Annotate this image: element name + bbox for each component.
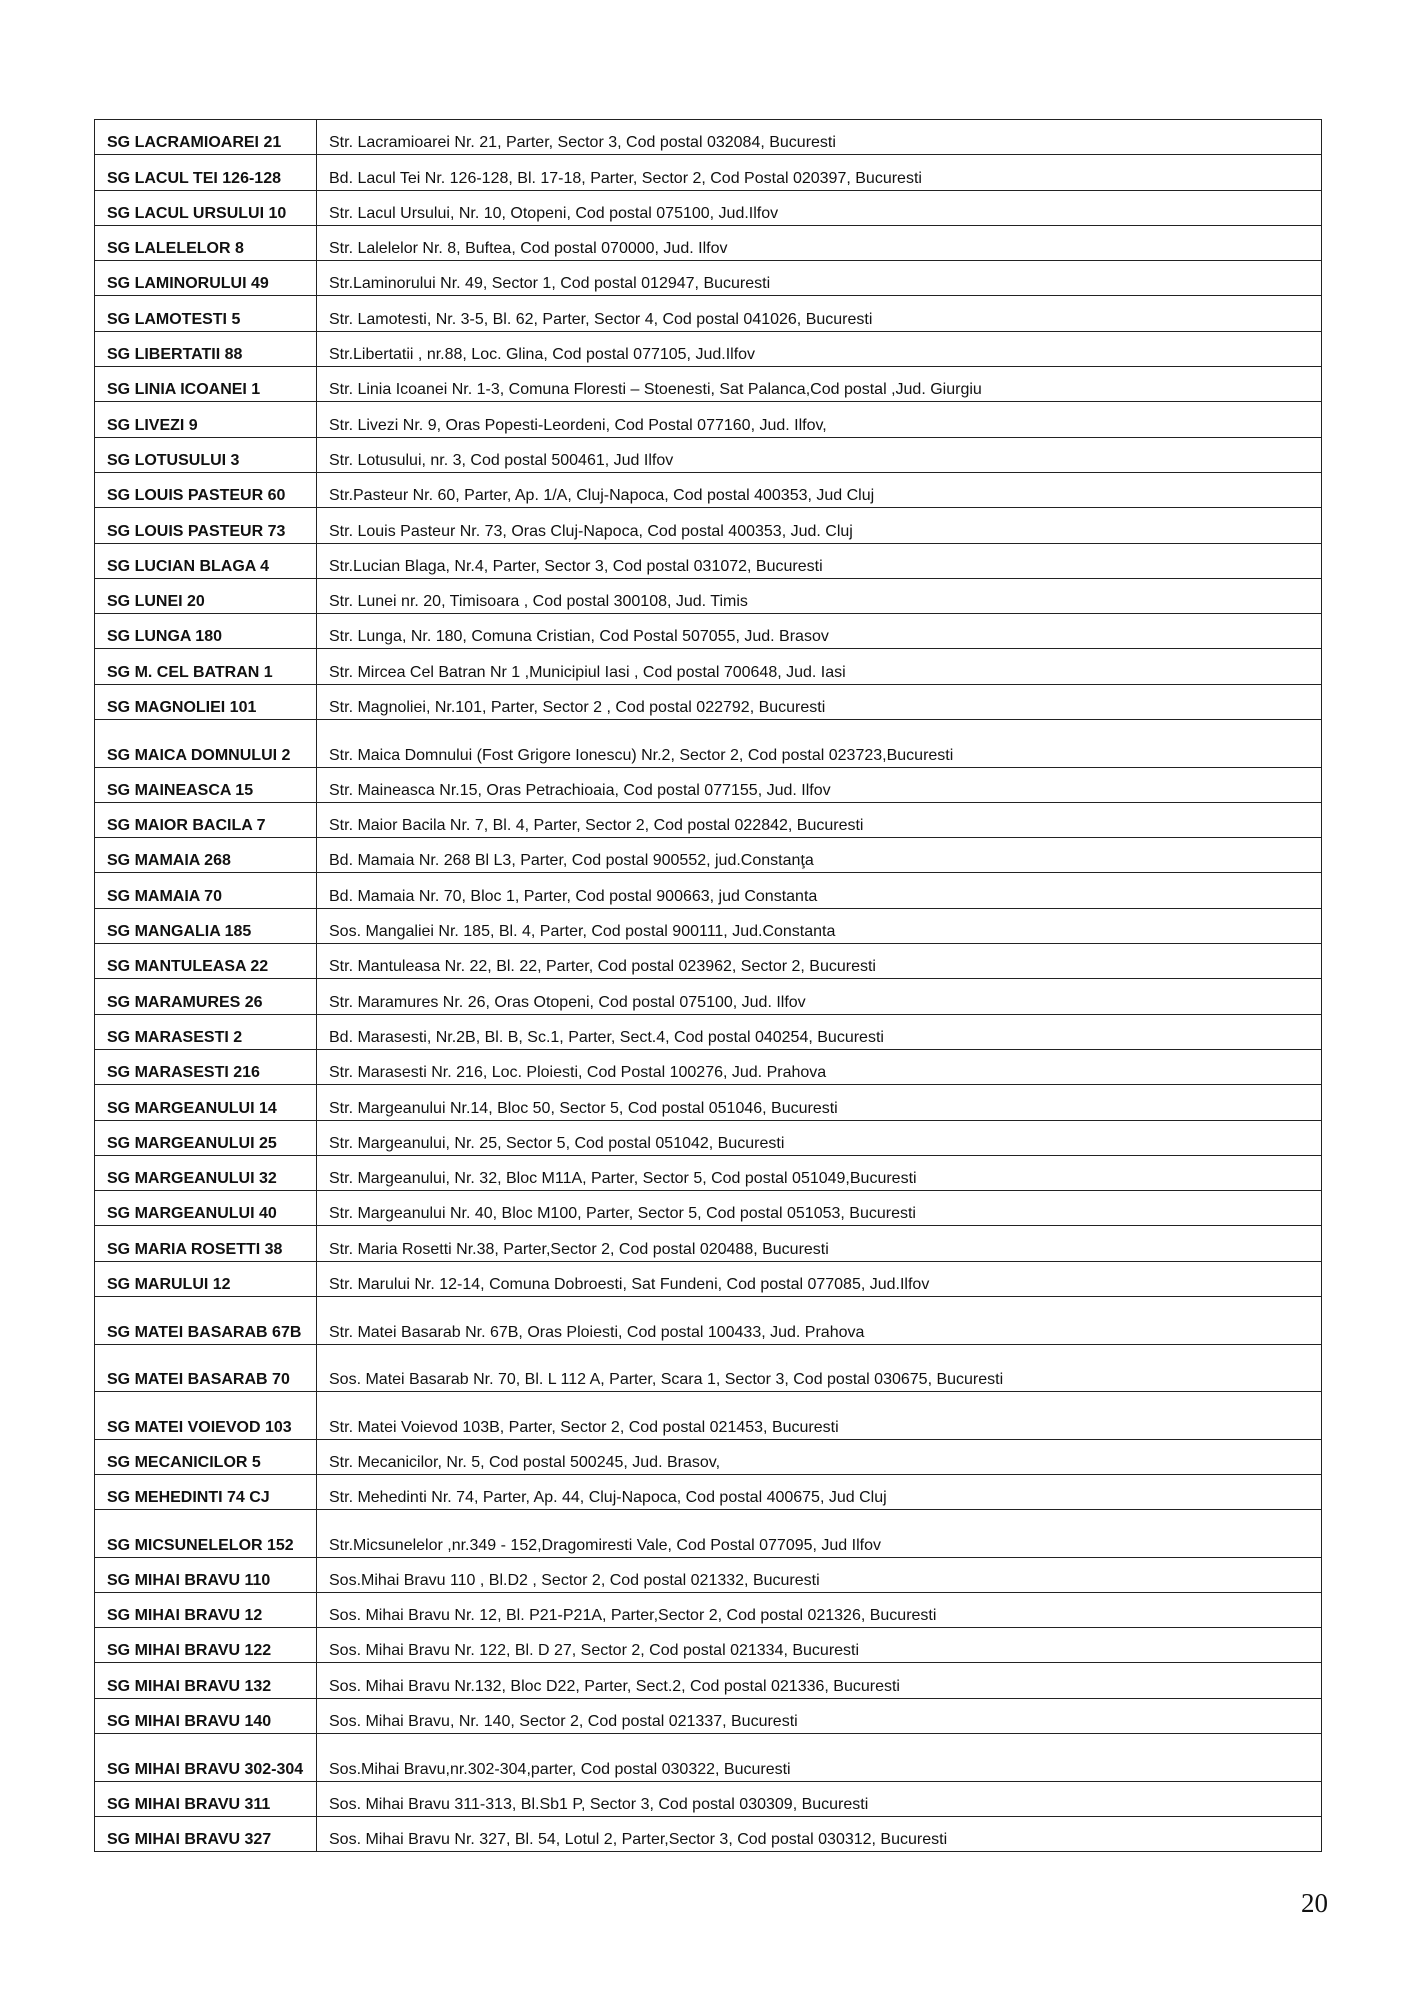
table-row: [95, 1392, 1322, 1440]
store-address-cell: Str. Lacul Ursului, Nr. 10, Otopeni, Cod postal 075100, Jud.Ilfov: [317, 190, 1322, 225]
table-row: [95, 720, 1322, 768]
store-address-cell: Str. Maramures Nr. 26, Oras Otopeni, Cod postal 075100, Jud. Ilfov: [317, 979, 1322, 1014]
store-name-cell: SG LOTUSULUI 3: [95, 437, 317, 472]
table-row: [95, 1191, 1322, 1226]
table-row: [95, 190, 1322, 225]
table-row: [95, 1014, 1322, 1049]
table-row: [95, 614, 1322, 649]
table-row: [95, 225, 1322, 260]
table-row: [95, 1816, 1322, 1851]
store-name-cell: SG MIHAI BRAVU 302-304: [95, 1734, 317, 1782]
store-name-cell: SG MIHAI BRAVU 327: [95, 1816, 317, 1851]
store-name-cell: SG MARULUI 12: [95, 1261, 317, 1296]
table-row: [95, 437, 1322, 472]
store-address-cell: Str. Mecanicilor, Nr. 5, Cod postal 500245, Jud. Brasov,: [317, 1439, 1322, 1474]
store-address-cell: Str.Pasteur Nr. 60, Parter, Ap. 1/A, Cluj-Napoca, Cod postal 400353, Jud Cluj: [317, 472, 1322, 507]
table-row: [95, 1226, 1322, 1261]
store-name-cell: SG LUNEI 20: [95, 578, 317, 613]
table-row: [95, 838, 1322, 873]
table-row: [95, 472, 1322, 507]
store-address-cell: Sos. Mihai Bravu Nr.132, Bloc D22, Parter, Sect.2, Cod postal 021336, Bucuresti: [317, 1663, 1322, 1698]
table-row: [95, 1698, 1322, 1733]
store-address-cell: Bd. Marasesti, Nr.2B, Bl. B, Sc.1, Parter, Sect.4, Cod postal 040254, Bucuresti: [317, 1014, 1322, 1049]
store-name-cell: SG MIHAI BRAVU 132: [95, 1663, 317, 1698]
store-name-cell: SG MARGEANULUI 14: [95, 1085, 317, 1120]
store-address-cell: Str.Libertatii , nr.88, Loc. Glina, Cod postal 077105, Jud.Ilfov: [317, 331, 1322, 366]
store-address-cell: Sos. Matei Basarab Nr. 70, Bl. L 112 A, Parter, Scara 1, Sector 3, Cod postal 030675, Bucuresti: [317, 1344, 1322, 1392]
store-address-cell: Str. Maior Bacila Nr. 7, Bl. 4, Parter, Sector 2, Cod postal 022842, Bucuresti: [317, 802, 1322, 837]
store-name-cell: SG MARASESTI 216: [95, 1049, 317, 1084]
table-row: [95, 979, 1322, 1014]
table-row: [95, 1557, 1322, 1592]
store-address-cell: Sos. Mangaliei Nr. 185, Bl. 4, Parter, Cod postal 900111, Jud.Constanta: [317, 908, 1322, 943]
table-row: [95, 1734, 1322, 1782]
table-row: [95, 261, 1322, 296]
store-address-cell: Sos.Mihai Bravu,nr.302-304,parter, Cod postal 030322, Bucuresti: [317, 1734, 1322, 1782]
store-address-cell: Str. Mantuleasa Nr. 22, Bl. 22, Parter, Cod postal 023962, Sector 2, Bucuresti: [317, 944, 1322, 979]
store-name-cell: SG MAMAIA 70: [95, 873, 317, 908]
store-address-cell: Bd. Mamaia Nr. 70, Bloc 1, Parter, Cod postal 900663, jud Constanta: [317, 873, 1322, 908]
store-name-cell: SG MIHAI BRAVU 140: [95, 1698, 317, 1733]
store-name-cell: SG MATEI BASARAB 70: [95, 1344, 317, 1392]
table-row: [95, 402, 1322, 437]
table-row: [95, 684, 1322, 719]
table-row: [95, 649, 1322, 684]
store-name-cell: SG LUNGA 180: [95, 614, 317, 649]
store-address-cell: Bd. Mamaia Nr. 268 Bl L3, Parter, Cod postal 900552, jud.Constanţa: [317, 838, 1322, 873]
store-address-cell: Str. Maria Rosetti Nr.38, Parter,Sector 2, Cod postal 020488, Bucuresti: [317, 1226, 1322, 1261]
store-name-cell: SG MANTULEASA 22: [95, 944, 317, 979]
table-row: [95, 1085, 1322, 1120]
table-row: [95, 802, 1322, 837]
store-address-cell: Str. Linia Icoanei Nr. 1-3, Comuna Floresti – Stoenesti, Sat Palanca,Cod postal ,Jud. Giurgiu: [317, 367, 1322, 402]
table-row: [95, 1297, 1322, 1345]
store-name-cell: SG MIHAI BRAVU 110: [95, 1557, 317, 1592]
table-row: [95, 1474, 1322, 1509]
store-name-cell: SG LALELELOR 8: [95, 225, 317, 260]
store-name-cell: SG MAGNOLIEI 101: [95, 684, 317, 719]
table-row: [95, 1344, 1322, 1392]
table-row: [95, 508, 1322, 543]
store-address-cell: Str. Marasesti Nr. 216, Loc. Ploiesti, Cod Postal 100276, Jud. Prahova: [317, 1049, 1322, 1084]
store-address-cell: Str.Micsunelelor ,nr.349 - 152,Dragomiresti Vale, Cod Postal 077095, Jud Ilfov: [317, 1510, 1322, 1558]
store-address-cell: Str. Margeanului Nr.14, Bloc 50, Sector 5, Cod postal 051046, Bucuresti: [317, 1085, 1322, 1120]
store-address-cell: Str. Livezi Nr. 9, Oras Popesti-Leordeni, Cod Postal 077160, Jud. Ilfov,: [317, 402, 1322, 437]
store-address-cell: Sos. Mihai Bravu Nr. 327, Bl. 54, Lotul 2, Parter,Sector 3, Cod postal 030312, Bucuresti: [317, 1816, 1322, 1851]
store-address-cell: Str. Marului Nr. 12-14, Comuna Dobroesti, Sat Fundeni, Cod postal 077085, Jud.Ilfov: [317, 1261, 1322, 1296]
store-name-cell: SG MARAMURES 26: [95, 979, 317, 1014]
store-name-cell: SG MARGEANULUI 40: [95, 1191, 317, 1226]
table-row: [95, 578, 1322, 613]
store-address-cell: Str. Maica Domnului (Fost Grigore Ionescu) Nr.2, Sector 2, Cod postal 023723,Bucuresti: [317, 720, 1322, 768]
store-name-cell: SG LUCIAN BLAGA 4: [95, 543, 317, 578]
store-address-cell: Sos. Mihai Bravu 311-313, Bl.Sb1 P, Sector 3, Cod postal 030309, Bucuresti: [317, 1781, 1322, 1816]
store-address-cell: Sos. Mihai Bravu, Nr. 140, Sector 2, Cod postal 021337, Bucuresti: [317, 1698, 1322, 1733]
table-body: [95, 120, 1322, 1852]
store-name-cell: SG MICSUNELELOR 152: [95, 1510, 317, 1558]
store-address-cell: Str. Magnoliei, Nr.101, Parter, Sector 2 , Cod postal 022792, Bucuresti: [317, 684, 1322, 719]
store-name-cell: SG MAIOR BACILA 7: [95, 802, 317, 837]
store-address-cell: Str.Lucian Blaga, Nr.4, Parter, Sector 3, Cod postal 031072, Bucuresti: [317, 543, 1322, 578]
store-address-cell: Str. Mehedinti Nr. 74, Parter, Ap. 44, Cluj-Napoca, Cod postal 400675, Jud Cluj: [317, 1474, 1322, 1509]
table-row: [95, 367, 1322, 402]
table-row: [95, 1510, 1322, 1558]
store-address-cell: Str. Lacramioarei Nr. 21, Parter, Sector 3, Cod postal 032084, Bucuresti: [317, 120, 1322, 155]
store-name-cell: SG MATEI VOIEVOD 103: [95, 1392, 317, 1440]
table-row: [95, 1155, 1322, 1190]
store-name-cell: SG LOUIS PASTEUR 60: [95, 472, 317, 507]
store-name-cell: SG LACUL TEI 126-128: [95, 155, 317, 190]
store-name-cell: SG LACRAMIOAREI 21: [95, 120, 317, 155]
store-name-cell: SG MATEI BASARAB 67B: [95, 1297, 317, 1345]
store-address-cell: Str. Lunei nr. 20, Timisoara , Cod postal 300108, Jud. Timis: [317, 578, 1322, 613]
store-name-cell: SG LAMINORULUI 49: [95, 261, 317, 296]
store-name-cell: SG M. CEL BATRAN 1: [95, 649, 317, 684]
store-address-cell: Str. Lalelelor Nr. 8, Buftea, Cod postal 070000, Jud. Ilfov: [317, 225, 1322, 260]
store-address-cell: Sos.Mihai Bravu 110 , Bl.D2 , Sector 2, Cod postal 021332, Bucuresti: [317, 1557, 1322, 1592]
table-row: [95, 1120, 1322, 1155]
store-name-cell: SG MARGEANULUI 32: [95, 1155, 317, 1190]
table-row: [95, 767, 1322, 802]
store-address-cell: Str. Margeanului, Nr. 32, Bloc M11A, Parter, Sector 5, Cod postal 051049,Bucuresti: [317, 1155, 1322, 1190]
table-row: [95, 543, 1322, 578]
table-row: [95, 155, 1322, 190]
store-name-cell: SG LAMOTESTI 5: [95, 296, 317, 331]
table-row: [95, 296, 1322, 331]
store-name-cell: SG MIHAI BRAVU 311: [95, 1781, 317, 1816]
store-name-cell: SG MAMAIA 268: [95, 838, 317, 873]
store-name-cell: SG LIVEZI 9: [95, 402, 317, 437]
store-name-cell: SG LACUL URSULUI 10: [95, 190, 317, 225]
table-row: [95, 1781, 1322, 1816]
store-name-cell: SG MANGALIA 185: [95, 908, 317, 943]
table-row: [95, 944, 1322, 979]
store-name-cell: SG LIBERTATII 88: [95, 331, 317, 366]
store-address-cell: Str. Margeanului Nr. 40, Bloc M100, Parter, Sector 5, Cod postal 051053, Bucuresti: [317, 1191, 1322, 1226]
store-name-cell: SG MIHAI BRAVU 12: [95, 1592, 317, 1627]
table-row: [95, 1439, 1322, 1474]
store-address-cell: Str. Louis Pasteur Nr. 73, Oras Cluj-Napoca, Cod postal 400353, Jud. Cluj: [317, 508, 1322, 543]
table-row: [95, 1592, 1322, 1627]
store-address-cell: Str. Maineasca Nr.15, Oras Petrachioaia, Cod postal 077155, Jud. Ilfov: [317, 767, 1322, 802]
table-row: [95, 873, 1322, 908]
store-address-cell: Str.Laminorului Nr. 49, Sector 1, Cod postal 012947, Bucuresti: [317, 261, 1322, 296]
store-address-cell: Sos. Mihai Bravu Nr. 12, Bl. P21-P21A, Parter,Sector 2, Cod postal 021326, Bucuresti: [317, 1592, 1322, 1627]
table-row: [95, 1663, 1322, 1698]
table-row: [95, 331, 1322, 366]
store-name-cell: SG LINIA ICOANEI 1: [95, 367, 317, 402]
store-address-cell: Sos. Mihai Bravu Nr. 122, Bl. D 27, Sector 2, Cod postal 021334, Bucuresti: [317, 1628, 1322, 1663]
store-name-cell: SG MARIA ROSETTI 38: [95, 1226, 317, 1261]
store-address-cell: Str. Mircea Cel Batran Nr 1 ,Municipiul Iasi , Cod postal 700648, Jud. Iasi: [317, 649, 1322, 684]
store-address-cell: Str. Lunga, Nr. 180, Comuna Cristian, Cod Postal 507055, Jud. Brasov: [317, 614, 1322, 649]
store-address-cell: Str. Lotusului, nr. 3, Cod postal 500461, Jud Ilfov: [317, 437, 1322, 472]
store-address-cell: Str. Matei Basarab Nr. 67B, Oras Ploiesti, Cod postal 100433, Jud. Prahova: [317, 1297, 1322, 1345]
store-name-cell: SG MARASESTI 2: [95, 1014, 317, 1049]
store-address-cell: Str. Margeanului, Nr. 25, Sector 5, Cod postal 051042, Bucuresti: [317, 1120, 1322, 1155]
table-row: [95, 1049, 1322, 1084]
store-address-cell: Str. Matei Voievod 103B, Parter, Sector 2, Cod postal 021453, Bucuresti: [317, 1392, 1322, 1440]
store-address-cell: Str. Lamotesti, Nr. 3-5, Bl. 62, Parter, Sector 4, Cod postal 041026, Bucuresti: [317, 296, 1322, 331]
table-row: [95, 1261, 1322, 1296]
store-name-cell: SG MAINEASCA 15: [95, 767, 317, 802]
store-address-table: [94, 119, 1322, 1852]
store-name-cell: SG MAICA DOMNULUI 2: [95, 720, 317, 768]
table-row: [95, 120, 1322, 155]
page-number: 20: [1301, 1888, 1328, 1918]
store-name-cell: SG LOUIS PASTEUR 73: [95, 508, 317, 543]
table-row: [95, 1628, 1322, 1663]
store-name-cell: SG MEHEDINTI 74 CJ: [95, 1474, 317, 1509]
store-name-cell: SG MECANICILOR 5: [95, 1439, 317, 1474]
table-row: [95, 908, 1322, 943]
store-name-cell: SG MIHAI BRAVU 122: [95, 1628, 317, 1663]
store-name-cell: SG MARGEANULUI 25: [95, 1120, 317, 1155]
store-address-cell: Bd. Lacul Tei Nr. 126-128, Bl. 17-18, Parter, Sector 2, Cod Postal 020397, Bucuresti: [317, 155, 1322, 190]
